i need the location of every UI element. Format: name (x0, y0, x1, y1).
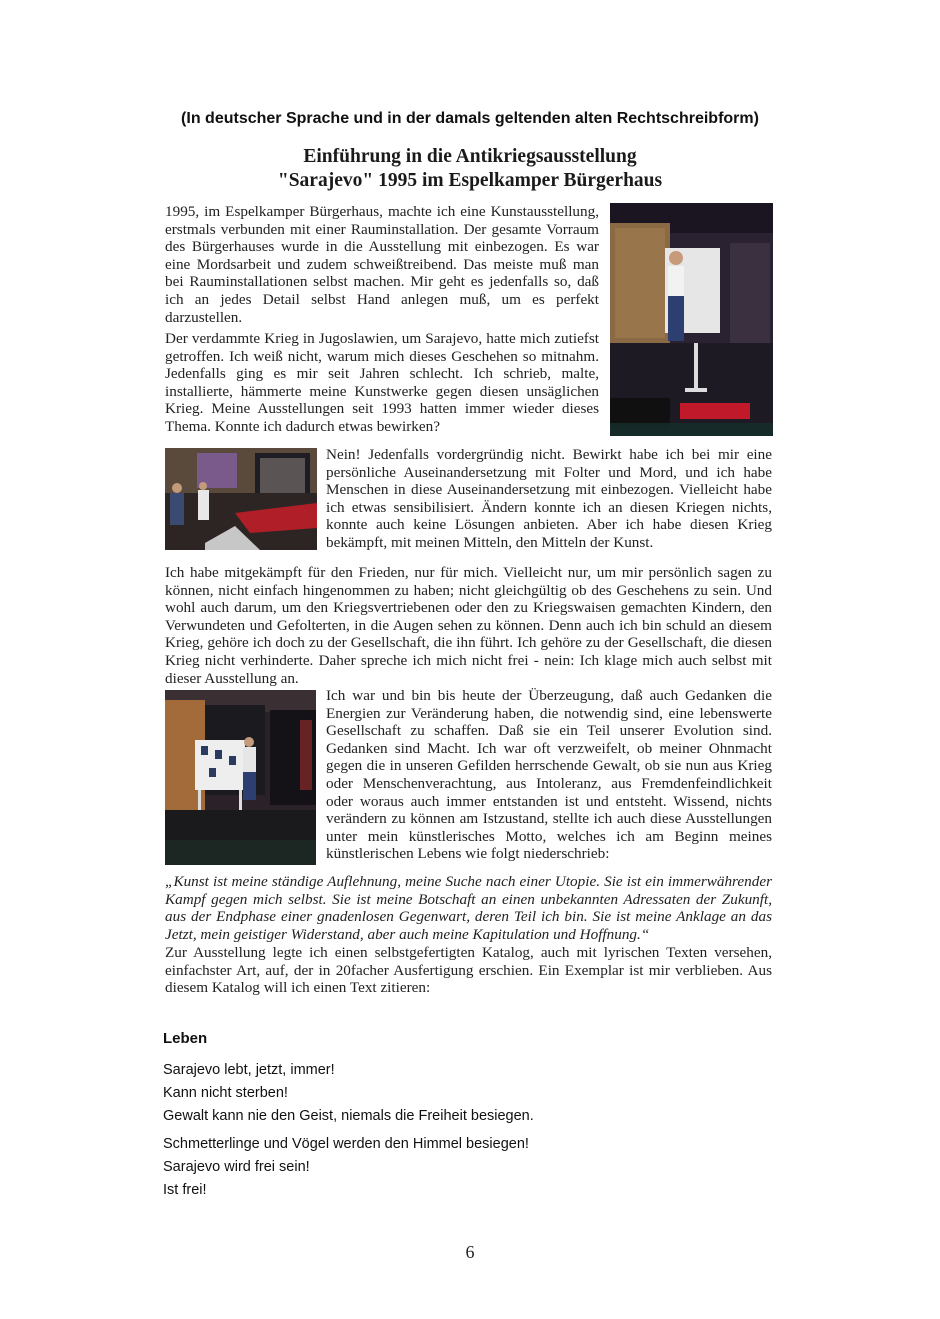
language-note: (In deutscher Sprache und in der damals geltenden alten Rechtschreibform) (181, 110, 759, 127)
paragraph-4: Ich war und bin bis heute der Überzeugung, daß auch Gedanken die Energien zur Veränderung haben, die notwendig sind, eine lebenswerte Gesellschaft zu schaffen. Daß sie ein Teil unserer Evolution sind. Gedanken sind Macht. Ich war oft verzweifelt, ob meiner Ohnmacht gegen die in unseren Gefilden herrschende Gewalt, ob sie nun aus Krieg oder Menschenverachtung, aus Intoleranz, aus Fremdenfeindlichkeit oder woraus auch immer entstanden ist und entsteht. Wissend, nichts verändern zu können am Istzustand, stellte ich auch diese Ausstellungen unter mein künstlerisches Motto, welches ich am Beginn meines künstlerischen Lebens wie folgt niederschrieb: (326, 687, 772, 863)
photo-artist-at-panels (165, 690, 316, 865)
photo-exhibition-room (165, 448, 317, 550)
poem-line: Gewalt kann nie den Geist, niemals die Freiheit besiegen. (163, 1108, 534, 1124)
poem-stanza-1 (163, 1059, 534, 1128)
paragraph-3: Nein! Jedenfalls vordergründig nicht. Bewirkt habe ich bei mir eine persönliche Auseinandersetzung mit Folter und Mord, und ich habe Menschen in diese Auseinandersetzung mit einbezogen. Vielleicht habe ich etwas sensibilisiert. Ändern konnte ich an diesen Kriegen nichts, konnte auch keine Lösungen anbieten. Aber ich habe diesen Krieg bekämpft, mit meinen Mitteln, den Mitteln der Kunst. (326, 446, 772, 551)
photo-artist-installing (610, 203, 773, 436)
poem-line: Ist frei! (163, 1182, 207, 1198)
page-number: 6 (465, 1242, 475, 1262)
paragraph-1: 1995, im Espelkamper Bürgerhaus, machte ich eine Kunstausstellung, erstmals verbunden mit einer Rauminstallation. Der gesamte Vorraum des Bürgerhauses wurde in die Ausstellung mit einbezogen. Es war eine Mordsarbeit und zudem schweißtreibend. Das meiste muß man bei Rauminstallationen selbst machen. Mir geht es jedenfalls so, daß ich an jedes Detail selbst Hand anlegen muß, um es perfekt darzustellen. (165, 203, 599, 326)
title-line-2: "Sarajevo" 1995 im Espelkamper Bürgerhaus (277, 170, 663, 191)
page-title (0, 145, 940, 193)
title-line-1: Einführung in die Antikriegsausstellung (303, 146, 637, 167)
poem-stanza-2 (163, 1133, 529, 1202)
paragraph-3-continued: Ich habe mitgekämpft für den Frieden, nur für mich. Vielleicht nur, um mir persönlich sagen zu können, nicht einfach hingenommen zu haben; nicht gleichgültig ob des Geschehens zu sein. Und wohl auch darum, um den Kriegsvertriebenen oder den zu Kriegswaisen gemachten Kindern, den Verwundeten und Gefolterten, in die Augen sehen zu können. Denn auch ich bin schuld an diesem Krieg, gehöre ich doch zu der Gesellschaft, die ihn führt. Ich gehöre zu der Gesellschaft, die diesen Krieg nicht verhinderte. Daher spreche ich mich nicht frei - nein: Ich klage mich auch selbst mit dieser Ausstellung an. (165, 564, 772, 687)
poem-line: Sarajevo lebt, jetzt, immer! (163, 1062, 335, 1078)
paragraph-2: Der verdammte Krieg in Jugoslawien, um Sarajevo, hatte mich zutiefst getroffen. Ich weiß nicht, warum mich dieses Geschehen so mitnahm. Jedenfalls ging es mir seit Jahren schlecht. Ich schrieb, malte, installierte, hämmerte meine Kunstwerke gegen diesen unsäglichen Krieg. Meine Ausstellungen seit 1993 hatten immer wieder dieses Thema. Konnte ich dadurch etwas bewirken? (165, 330, 599, 435)
motto-quote: „Kunst ist meine ständige Auflehnung, meine Suche nach einer Utopie. Sie ist ein immerwährender Kampf gegen mich selbst. Sie ist meine Botschaft an einen unbekannten Adressaten der Zukunft, aus der Endphase einer gnadenlosen Gegenwart, deren Teil ich bin. Sie ist meine Anklage an das Jetzt, mein geistiger Widerstand, aber auch meine Kapitulation und Hoffnung.“ (165, 873, 772, 943)
poem-line: Kann nicht sterben! (163, 1085, 288, 1101)
poem-line: Sarajevo wird frei sein! (163, 1159, 310, 1175)
poem-line: Schmetterlinge und Vögel werden den Himmel besiegen! (163, 1136, 529, 1152)
poem-title: Leben (163, 1030, 208, 1047)
paragraph-5: Zur Ausstellung legte ich einen selbstgefertigten Katalog, auch mit lyrischen Texten versehen, einfachster Art, auf, der in 20facher Ausfertigung erschien. Ein Exemplar ist mir verblieben. Aus diesem Katalog will ich einen Text zitieren: (165, 944, 772, 997)
